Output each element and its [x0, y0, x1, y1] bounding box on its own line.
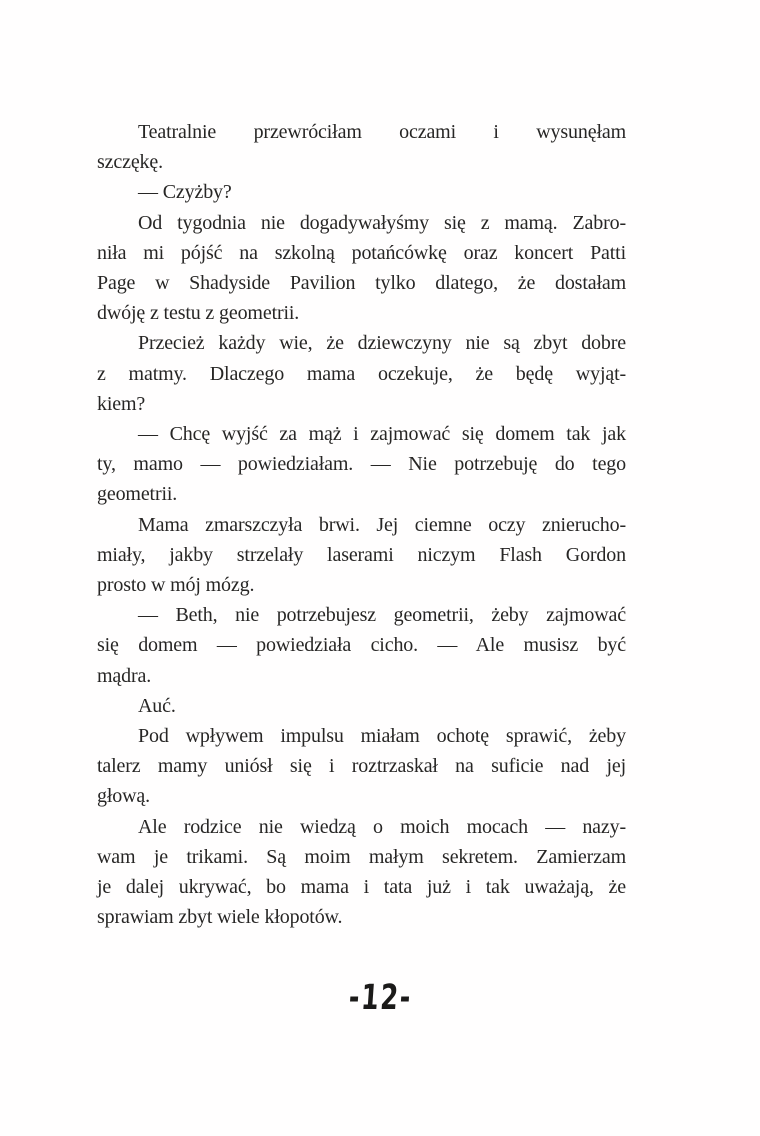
text-line: głową.: [97, 785, 150, 808]
text-line: Teatralnie przewróciłam oczami i wysunęłam: [138, 121, 626, 143]
text-line: Auć.: [138, 694, 176, 717]
text-line: dwóję z testu z geometrii.: [97, 302, 300, 325]
text-line: szczękę.: [97, 151, 163, 174]
text-line: ty, mamo — powiedziałam. — Nie potrzebuję do tego: [97, 453, 626, 476]
page-number: [0, 977, 760, 1019]
text-line: — Chcę wyjść za mąż i zajmować się domem tak jak: [138, 423, 626, 446]
page-number-label: -12-: [347, 977, 413, 1019]
text-line: geometrii.: [97, 483, 178, 506]
text-line: je dalej ukrywać, bo mama i tata już i tak uważają, że: [97, 876, 626, 899]
text-line: wam je trikami. Są moim małym sekretem. Zamierzam: [97, 845, 626, 868]
paragraph: [97, 812, 626, 933]
text-line: z matmy. Dlaczego mama oczekuje, że będę wyjąt-: [97, 362, 626, 385]
text-line: kiem?: [97, 392, 146, 415]
text-line: miały, jakby strzelały laserami niczym Flash Gordon: [97, 543, 626, 566]
text-line: — Czyżby?: [138, 181, 232, 204]
text-line: Od tygodnia nie dogadywałyśmy się z mamą. Zabro-: [138, 211, 626, 234]
text-line: się domem — powiedziała cicho. — Ale musisz być: [97, 634, 626, 657]
text-line: Przecież każdy wie, że dziewczyny nie są zbyt dobre: [138, 332, 626, 355]
text-line: prosto w mój mózg.: [97, 574, 255, 597]
paragraph: [97, 177, 626, 207]
text-line: Mama zmarszczyła brwi. Jej ciemne oczy znierucho-: [138, 513, 626, 536]
paragraph: [97, 328, 626, 419]
paragraph: [97, 600, 626, 691]
paragraph: [97, 208, 626, 329]
text-line: Page w Shadyside Pavilion tylko dlatego, że dostałam: [97, 272, 626, 295]
paragraph: [97, 510, 626, 601]
text-line: niła mi pójść na szkolną potańcówkę oraz koncert Patti: [97, 241, 626, 264]
paragraph: [97, 419, 626, 510]
paragraph: [97, 117, 626, 177]
paragraph: [97, 721, 626, 812]
text-line: — Beth, nie potrzebujesz geometrii, żeby zajmować: [138, 604, 626, 627]
page-text: [97, 117, 626, 932]
text-line: Ale rodzice nie wiedzą o moich mocach — nazy-: [138, 815, 626, 838]
text-line: Pod wpływem impulsu miałam ochotę sprawić, żeby: [138, 725, 626, 748]
paragraph: [97, 691, 626, 721]
text-line: mądra.: [97, 664, 152, 687]
text-line: sprawiam zbyt wiele kłopotów.: [97, 906, 343, 929]
text-line: talerz mamy uniósł się i roztrzaskał na suficie nad jej: [97, 755, 626, 778]
